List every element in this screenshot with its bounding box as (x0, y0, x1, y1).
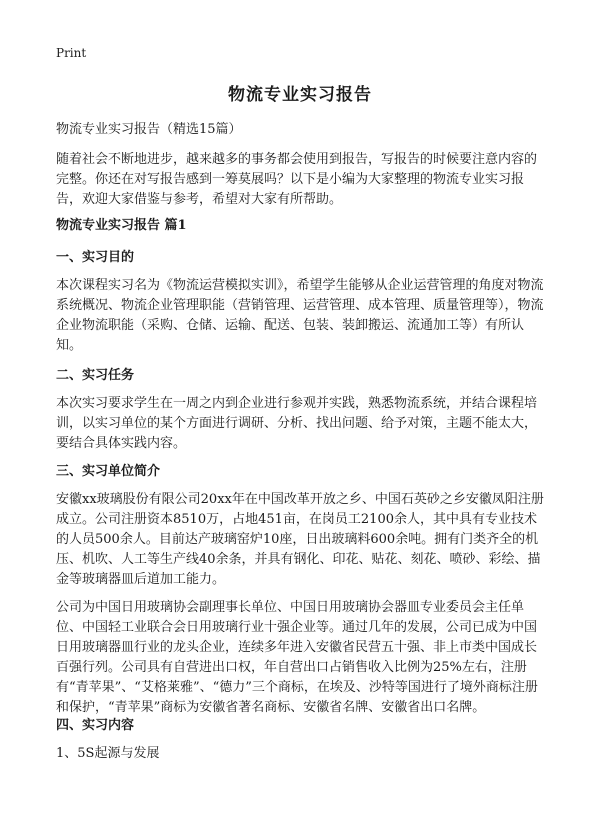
section-task-paragraph: 本次实习要求学生在一周之内到企业进行参观并实践，熟悉物流系统，并结合课程培训，以实习单位的某个方面进行调研、分析、找出问题、给予对策，主题不能太大，要结合具体实践内容。 (56, 396, 538, 451)
section-company-paragraph-1: 安徽xx玻璃股份有限公司20xx年在中国改革开放之乡、中国石英砂之乡安徽凤阳注册成立。公司注册资本8510万，占地451亩，在岗员工2100余人，其中具有专业技术的人员500余人。目前达产玻璃窑炉10座，日出玻璃料600余吨。拥有门类齐全的机压、机吹、人工等生产线40余条，并具有钢化、印花、贴花、刻花、喷砂、彩绘、描金等玻璃器皿后道加工能力。 (56, 492, 544, 587)
subtitle: 物流专业实习报告（精选15篇） (56, 122, 242, 137)
article-heading: 物流专业实习报告 篇1 (56, 218, 187, 233)
intro-paragraph: 随着社会不断地进步，越来越多的事务都会使用到报告，写报告的时候要注意内容的完整。你还在对写报告感到一筹莫展吗？以下是小编为大家整理的物流专业实习报告，欢迎大家借鉴与参考，希望对大家有所帮助。 (56, 152, 538, 207)
section-content-item: 1、5S起源与发展 (56, 746, 160, 761)
section-heading-company: 三、实习单位简介 (56, 464, 161, 479)
page-title: 物流专业实习报告 (228, 85, 372, 105)
section-heading-content: 四、实习内容 (56, 718, 135, 733)
section-company-paragraph-2: 公司为中国日用玻璃协会副理事长单位、中国日用玻璃协会器皿专业委员会主任单位、中国轻工业联合会日用玻璃行业十强企业等。通过几年的发展，公司已成为中国日用玻璃器皿行业的龙头企业，连续多年进入安徽省民营五十强、非上市类中国成长百强行列。公司具有自营进出口权，年自营出口占销售收入比例为25%左右，注册有“青苹果”、“艾格莱雅”、“德力”三个商标，在埃及、沙特等国进行了境外商标注册和保护，“青苹果”商标为安徽省著名商标、安徽省名牌、安徽省出口名牌。 (56, 600, 538, 715)
section-heading-purpose: 一、实习目的 (56, 250, 135, 265)
section-purpose-paragraph: 本次课程实习名为《物流运营模拟实训》，希望学生能够从企业运营管理的角度对物流系统概况、物流企业管理职能（营销管理、运营管理、成本管理、质量管理等），物流企业物流职能（采购、仓储、运输、配送、包装、装卸搬运、流通加工等）有所认知。 (56, 278, 544, 353)
print-label[interactable]: Print (56, 46, 87, 60)
section-heading-task: 二、实习任务 (56, 368, 135, 383)
